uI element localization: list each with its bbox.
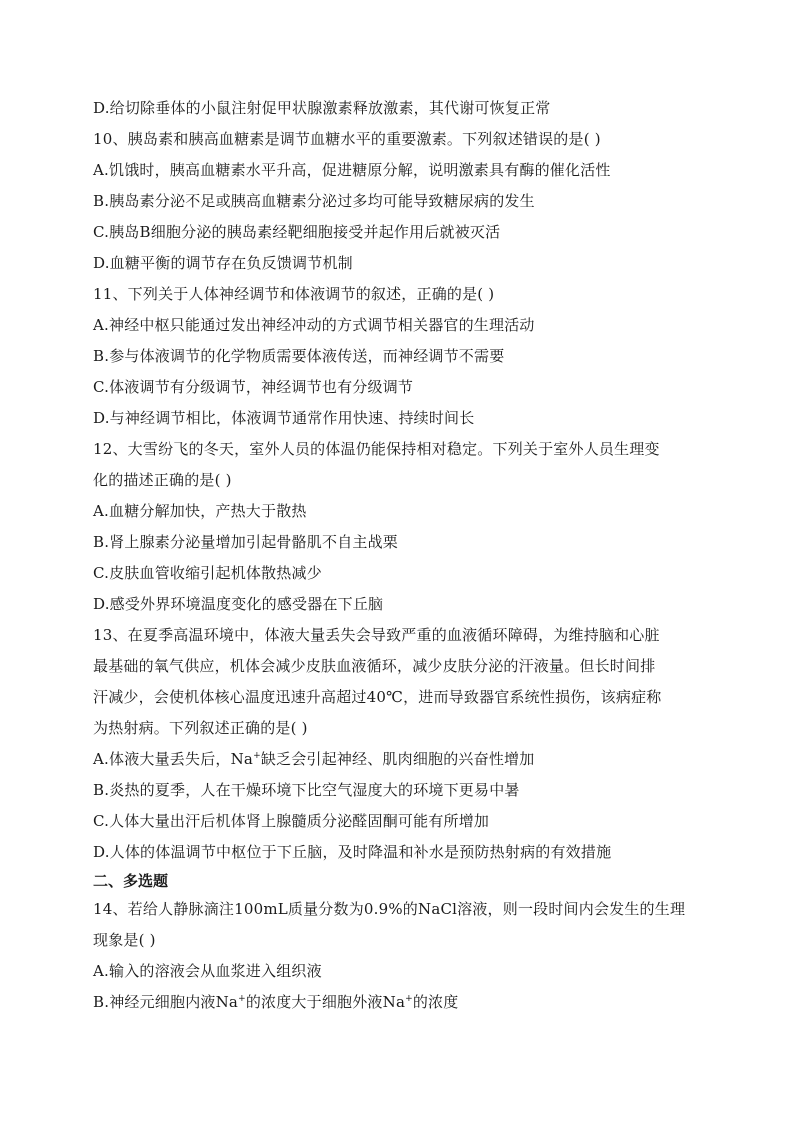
q13-stem-line-2: 最基础的氧气供应，机体会减少皮肤血液循环，减少皮肤分泌的汗液量。但长时间排: [93, 657, 656, 675]
q13-stem-line-3: 汗减少，会使机体核心温度迅速升高超过40℃，进而导致器官系统性损伤，该病症称: [93, 688, 662, 706]
q11-option-a: A.神经中枢只能通过发出神经冲动的方式调节相关器官的生理活动: [93, 316, 535, 334]
q11-option-b: B.参与体液调节的化学物质需要体液传送，而神经调节不需要: [93, 347, 505, 365]
q12-option-b: B.肾上腺素分泌量增加引起骨骼肌不自主战栗: [93, 533, 398, 551]
q10-stem: 10、胰岛素和胰高血糖素是调节血糖水平的重要激素。下列叙述错误的是( ): [93, 130, 601, 148]
q12-option-d: D.感受外界环境温度变化的感受器在下丘脑: [93, 595, 384, 613]
document-page: [93, 93, 703, 1018]
q11-option-c: C.体液调节有分级调节，神经调节也有分级调节: [93, 378, 414, 396]
q13-option-a-post: 缺乏会引起神经、肌肉细胞的兴奋性增加: [260, 750, 535, 768]
q13-option-a: [93, 744, 703, 775]
q14-stem-line-1: 14、若给人静脉滴注100mL质量分数为0.9%的NaCl溶液，则一段时间内会发生的生理: [93, 900, 686, 918]
q10-option-b: B.胰岛素分泌不足或胰高血糖素分泌过多均可能导致糖尿病的发生: [93, 192, 535, 210]
q14-option-b-part-1: B.神经元细胞内液Na: [93, 993, 239, 1011]
q12-option-a: A.血糖分解加快，产热大于散热: [93, 502, 307, 520]
q14-option-b-sup-2: +: [405, 994, 413, 1004]
q13-option-b: B.炎热的夏季，人在干燥环境下比空气湿度大的环境下更易中暑: [93, 781, 520, 799]
q13-option-a-sup: +: [253, 751, 261, 761]
q13-option-a-pre: A.体液大量丢失后，Na: [93, 750, 254, 768]
q14-option-b-part-2: 的浓度大于细胞外液Na: [245, 993, 406, 1011]
q13-stem-line-4: 为热射病。下列叙述正确的是( ): [93, 719, 308, 737]
q14-option-b-sup-1: +: [238, 994, 246, 1004]
q14-option-b: [93, 987, 703, 1018]
q12-option-c: C.皮肤血管收缩引起机体散热减少: [93, 564, 322, 582]
q11-stem: 11、下列关于人体神经调节和体液调节的叙述，正确的是( ): [93, 285, 495, 303]
q10-option-d: D.血糖平衡的调节存在负反馈调节机制: [93, 254, 353, 272]
q13-stem-line-1: 13、在夏季高温环境中，体液大量丢失会导致严重的血液循环障碍，为维持脑和心脏: [93, 626, 660, 644]
q9-option-d: D.给切除垂体的小鼠注射促甲状腺激素释放激素，其代谢可恢复正常: [93, 99, 551, 117]
q12-stem-line-1: 12、大雪纷飞的冬天，室外人员的体温仍能保持相对稳定。下列关于室外人员生理变: [93, 440, 660, 458]
q10-option-a: A.饥饿时，胰高血糖素水平升高，促进糖原分解，说明激素具有酶的催化活性: [93, 161, 611, 179]
q10-option-c: C.胰岛B细胞分泌的胰岛素经靶细胞接受并起作用后就被灭活: [93, 223, 501, 241]
q13-option-d: D.人体的体温调节中枢位于下丘脑，及时降温和补水是预防热射病的有效措施: [93, 843, 612, 861]
q13-option-c: C.人体大量出汗后机体肾上腺髓质分泌醛固酮可能有所增加: [93, 812, 490, 830]
q11-option-d: D.与神经调节相比，体液调节通常作用快速、持续时间长: [93, 409, 475, 427]
q14-option-b-part-3: 的浓度: [412, 993, 459, 1011]
q12-stem-line-2: 化的描述正确的是( ): [93, 471, 232, 489]
q14-option-a: A.输入的溶液会从血浆进入组织液: [93, 962, 322, 980]
section-title-multiple-choice: 二、多选题: [93, 872, 169, 890]
q14-stem-line-2: 现象是( ): [93, 931, 156, 949]
